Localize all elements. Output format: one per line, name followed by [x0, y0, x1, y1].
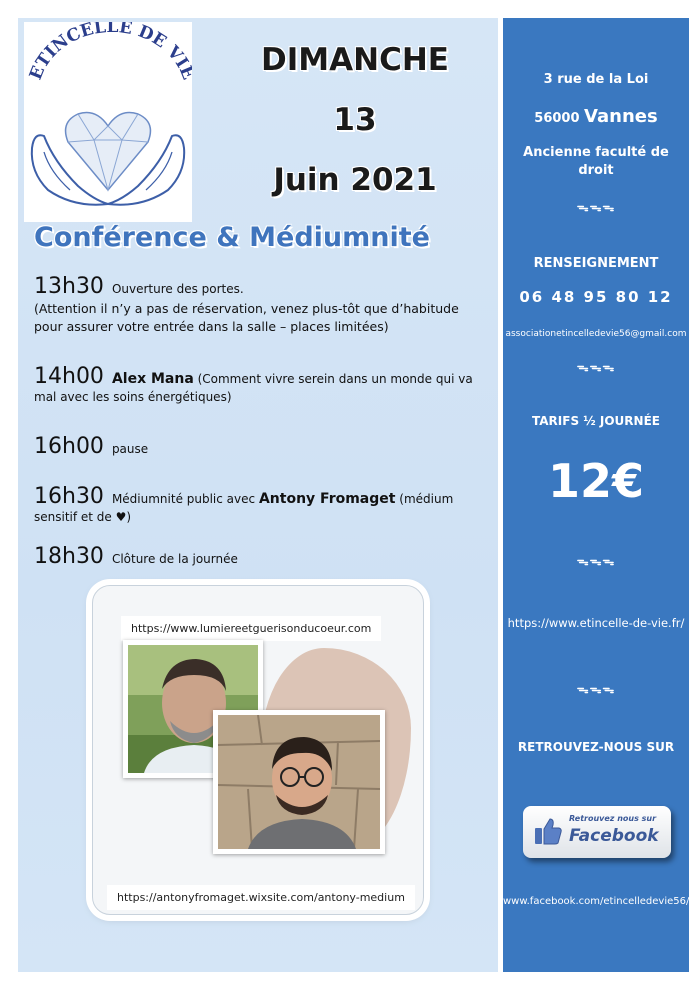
speaker-photo-antony	[213, 710, 385, 854]
ornament-divider-icon: ᯓᯓᯓ	[576, 682, 616, 696]
logo	[24, 22, 192, 222]
website-link[interactable]: https://www.etincelle-de-vie.fr/	[507, 616, 685, 630]
date-day: 13	[333, 102, 377, 138]
facebook-badge-caption: Retrouvez nous sur	[569, 814, 657, 823]
follow-heading: RETROUVEZ-NOUS SUR	[517, 740, 675, 754]
schedule-text: pause	[111, 442, 149, 456]
info-sidebar	[503, 18, 689, 972]
address-postcode: 56000	[534, 111, 580, 126]
logo-text: ETINCELLE DE VI	[25, 22, 192, 83]
schedule-item	[34, 544, 489, 569]
schedule-item	[34, 364, 489, 406]
schedule-text: Médiumnité public avec	[111, 492, 256, 506]
address-place: Ancienne faculté de droit	[523, 145, 669, 178]
facebook-button[interactable]	[523, 806, 671, 858]
schedule-text: )	[126, 510, 132, 524]
schedule-speaker: Antony Fromaget	[258, 491, 396, 507]
thumbs-up-icon	[533, 816, 563, 846]
address-city-line	[503, 106, 689, 127]
schedule-text: (médium sensitif et de	[34, 492, 454, 524]
event-date	[230, 30, 480, 210]
schedule-text: Clôture de la journée	[111, 552, 238, 566]
schedule-item	[34, 434, 489, 459]
email-link[interactable]: associationetincelledevie56@gmail.com	[505, 329, 687, 339]
schedule-text: (Comment vivre serein dans un monde qui va mal avec les soins énergétiques)	[34, 372, 473, 404]
schedule-item	[34, 484, 489, 526]
schedule-speaker: Alex Mana	[111, 371, 194, 387]
schedule-time: 16h00	[34, 434, 104, 459]
address-city: Vannes	[584, 106, 658, 127]
schedule-time: 13h30	[34, 274, 104, 299]
date-month-year: Juin 2021	[273, 162, 437, 198]
schedule-text: Ouverture des portes.	[111, 282, 244, 296]
schedule-item	[34, 274, 489, 336]
tariff-heading: TARIFS ½ JOURNÉE	[532, 414, 660, 428]
date-weekday: DIMANCHE	[261, 42, 449, 78]
speakers-photo-frame	[92, 585, 424, 915]
speaker-website-link[interactable]: https://antonyfromaget.wixsite.com/antony-medium	[107, 885, 415, 910]
schedule-note: (Attention il n’y a pas de réservation, venez plus-tôt que d’habitude pour assurer votre entrée dans la salle – places limitées)	[34, 301, 459, 334]
price: 12€	[547, 454, 645, 508]
page-title: Conférence & Médiumnité	[34, 222, 430, 253]
person-photo-icon	[218, 715, 380, 849]
ornament-divider-icon: ᯓᯓᯓ	[576, 554, 616, 568]
heart-icon: ♥	[115, 510, 127, 524]
facebook-badge-label: Facebook	[569, 826, 659, 846]
speaker-website-link[interactable]: https://www.lumiereetguerisonducoeur.com	[121, 616, 381, 641]
ornament-divider-icon: ᯓᯓᯓ	[576, 360, 616, 374]
address-street: 3 rue de la Loi	[543, 72, 649, 87]
facebook-link[interactable]: www.facebook.com/etincelledevie56/	[503, 896, 690, 907]
phone-number[interactable]: 06 48 95 80 12	[519, 288, 673, 306]
info-heading: RENSEIGNEMENT	[533, 256, 659, 271]
schedule-time: 18h30	[34, 544, 104, 569]
schedule-time: 14h00	[34, 364, 104, 389]
heart-hands-logo-icon	[24, 22, 192, 222]
svg-text:ETINCELLE DE VIE	[26, 22, 192, 83]
schedule-time: 16h30	[34, 484, 104, 509]
ornament-divider-icon: ᯓᯓᯓ	[576, 200, 616, 214]
